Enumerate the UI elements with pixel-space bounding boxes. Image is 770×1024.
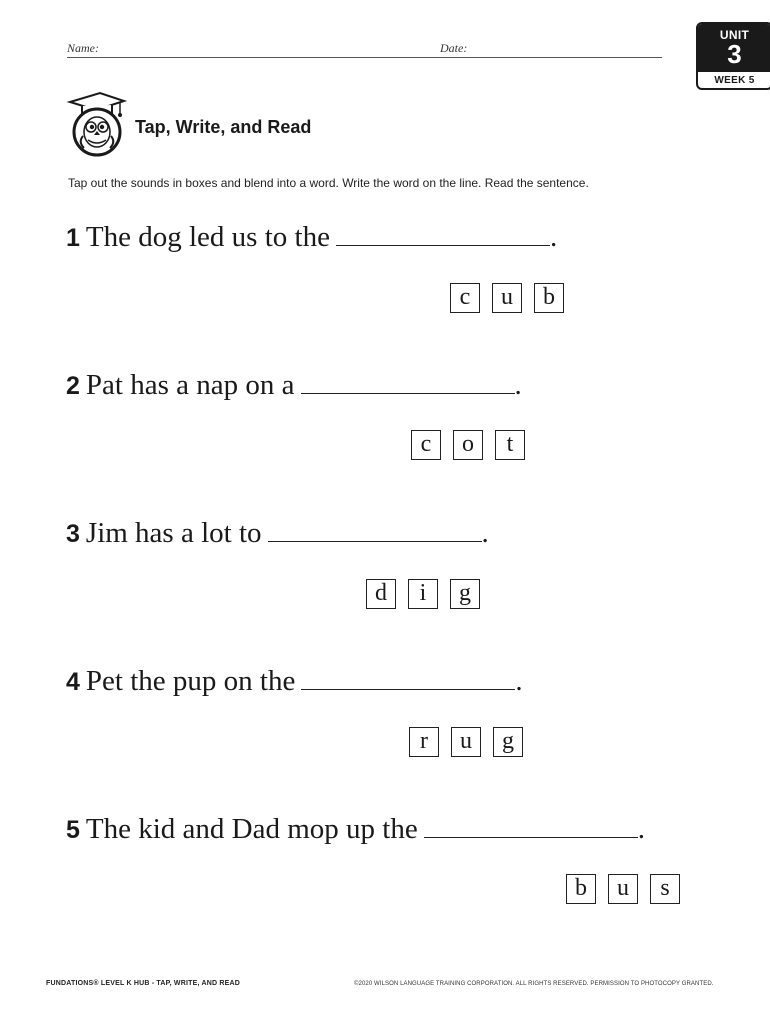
owl-mascot-icon	[66, 90, 128, 158]
letter-box: u	[492, 283, 522, 313]
letter-box: c	[411, 430, 441, 460]
letter-box: g	[493, 727, 523, 757]
date-line	[439, 57, 662, 58]
sentence-text: Jim has a lot to	[85, 517, 262, 549]
sentence-end: .	[549, 221, 558, 253]
date-label: Date:	[440, 41, 468, 55]
letter-boxes-5	[566, 874, 680, 904]
item-number: 1	[66, 224, 80, 252]
unit-label: UNIT	[719, 28, 750, 42]
letter-box: g	[450, 579, 480, 609]
sentence-item-3	[66, 517, 489, 550]
answer-line[interactable]	[336, 221, 550, 246]
letter-boxes-2	[411, 430, 525, 460]
answer-line[interactable]	[268, 517, 482, 542]
letter-box: d	[366, 579, 396, 609]
footer-program-name: FUNDATIONS® LEVEL K HUB - TAP, WRITE, AND READ	[46, 980, 241, 987]
answer-line[interactable]	[301, 665, 515, 690]
sentence-end: .	[515, 665, 523, 697]
sentence-text: The kid and Dad mop up the	[85, 813, 418, 845]
letter-box: b	[566, 874, 596, 904]
letter-box: u	[608, 874, 638, 904]
unit-number: 3	[727, 39, 742, 69]
sentence-end: .	[637, 813, 645, 845]
item-number: 5	[66, 816, 80, 844]
sentence-item-5	[66, 813, 645, 846]
letter-box: i	[408, 579, 438, 609]
letter-boxes-4	[409, 727, 523, 757]
letter-box: s	[650, 874, 680, 904]
worksheet-title: Tap, Write, and Read	[135, 117, 312, 137]
footer-copyright: ©2020 WILSON LANGUAGE TRAINING CORPORATION. ALL RIGHTS RESERVED. PERMISSION TO PHOTOCOPY GRANTED.	[354, 981, 714, 987]
letter-box: b	[534, 283, 564, 313]
letter-box: t	[495, 430, 525, 460]
unit-badge-top	[698, 24, 770, 72]
answer-line[interactable]	[301, 369, 515, 394]
item-number: 3	[66, 520, 80, 548]
letter-box: u	[451, 727, 481, 757]
sentence-text: The dog led us to the	[85, 221, 330, 253]
letter-box: c	[450, 283, 480, 313]
answer-line[interactable]	[424, 813, 638, 838]
unit-week-badge	[696, 22, 770, 90]
item-number: 2	[66, 372, 80, 400]
name-line	[67, 57, 439, 58]
week-label: WEEK 5	[714, 75, 755, 86]
instructions-text: Tap out the sounds in boxes and blend into a word. Write the word on the line. Read the sentence.	[68, 176, 589, 190]
letter-box: r	[409, 727, 439, 757]
sentence-text: Pat has a nap on a	[85, 369, 295, 401]
sentence-item-1	[66, 221, 557, 254]
sentence-item-4	[66, 665, 523, 698]
letter-boxes-1	[450, 283, 564, 313]
sentence-end: .	[481, 517, 489, 549]
sentence-item-2	[66, 369, 522, 402]
item-number: 4	[66, 668, 80, 696]
sentence-end: .	[514, 369, 522, 401]
letter-boxes-3	[366, 579, 480, 609]
letter-box: o	[453, 430, 483, 460]
sentence-text: Pet the pup on the	[85, 665, 296, 697]
name-label: Name:	[67, 41, 99, 55]
